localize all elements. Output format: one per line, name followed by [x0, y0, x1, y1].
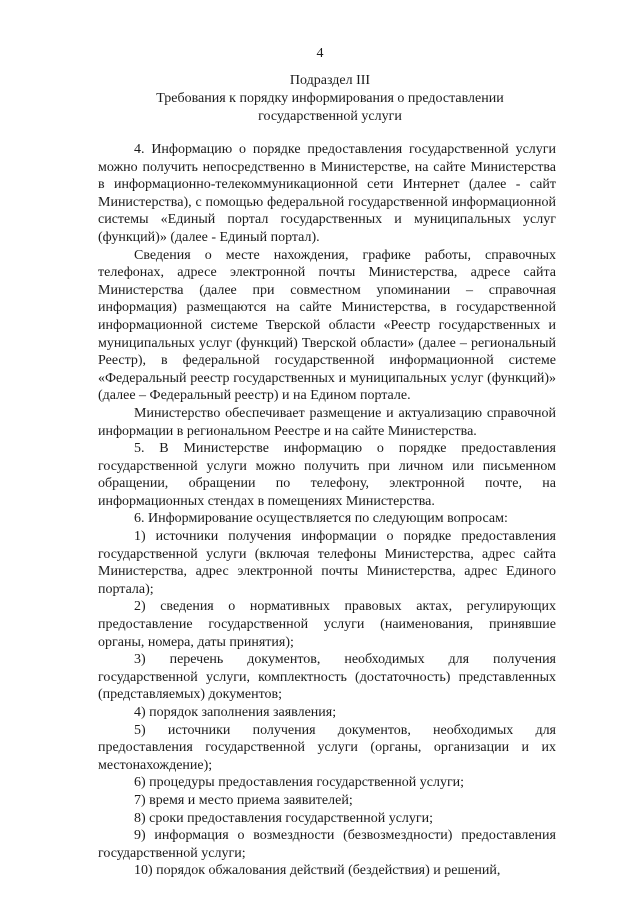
list-item-4: 4) порядок заполнения заявления;: [134, 705, 337, 720]
list-item-7: 7) время и место приема заявителей;: [134, 792, 353, 808]
subsection-title: Подраздел III: [289, 73, 371, 88]
list-item-10: 10) порядок обжалования действий (бездействия) и решений,: [134, 863, 501, 879]
list-item-2: 2) сведения о нормативных правовых актах, регулирующих предоставление государственной услуги (наименования, принявшие органы, номера, даты принятия);: [98, 599, 556, 650]
list-item-3: 3) перечень документов, необходимых для получения государственной услуги, комплектность (достаточность) представленных (представляемых) документов;: [98, 652, 556, 703]
paragraph-4: 4. Информацию о порядке предоставления государственной услуги можно получить непосредственно в Министерстве, на сайте Министерства в информационно-телекоммуникационной сети Интернет (далее - сайт Министерства), с помощью федеральной государственной информационной системы «Единый портал государственных и муниципальных услуг (функций)» (далее - Единый портал).: [98, 142, 556, 245]
paragraph-ministry-updates: Министерство обеспечивает размещение и актуализацию справочной информации в региональном Реестре и на сайте Министерства.: [98, 405, 556, 439]
list-item-6: 6) процедуры предоставления государственной услуги;: [134, 775, 465, 791]
page-number: 4: [316, 46, 324, 61]
subsection-subtitle-line1: Требования к порядку информирования о предоставлении: [156, 91, 504, 106]
paragraph-reference-info: Сведения о месте нахождения, графике работы, справочных телефонах, адресе электронной почты Министерства, адресе сайта Министерства (далее при совместном упоминании – справочная информация) размещаются на сайте Министерства, в государственной информационной системе Тверской области «Реестр государственных и муниципальных услуг (функций) Тверской области» (далее – региональный Реестр), в федеральной государственной информационной системе «Федеральный реестр государственных и муниципальных услуг (функций)» (далее – Федеральный реестр) и на Едином портале.: [98, 247, 556, 404]
body-text: [98, 141, 556, 880]
list-item-5: 5) источники получения документов, необходимых для предоставления государственной услуги (органы, организации и их местонахождение);: [98, 722, 556, 773]
list-item-8: 8) сроки предоставления государственной услуги;: [134, 810, 434, 826]
paragraph-5: 5. В Министерстве информацию о порядке предоставления государственной услуги можно получить при личном или письменном обращении, обращении по телефону, электронной почте, на информационных стендах в помещениях Министерства.: [98, 441, 556, 509]
paragraph-6: 6. Информирование осуществляется по следующим вопросам:: [134, 511, 508, 527]
subsection-subtitle-line2: государственной услуги: [258, 109, 402, 124]
list-item-1: 1) источники получения информации о порядке предоставления государственной услуги (включая телефоны Министерства, адрес сайта Министерства, адрес электронной почты Министерства, адрес Единого портала);: [98, 529, 556, 597]
list-item-9: 9) информация о возмездности (безвозмездности) предоставления государственной услуги;: [98, 828, 556, 861]
